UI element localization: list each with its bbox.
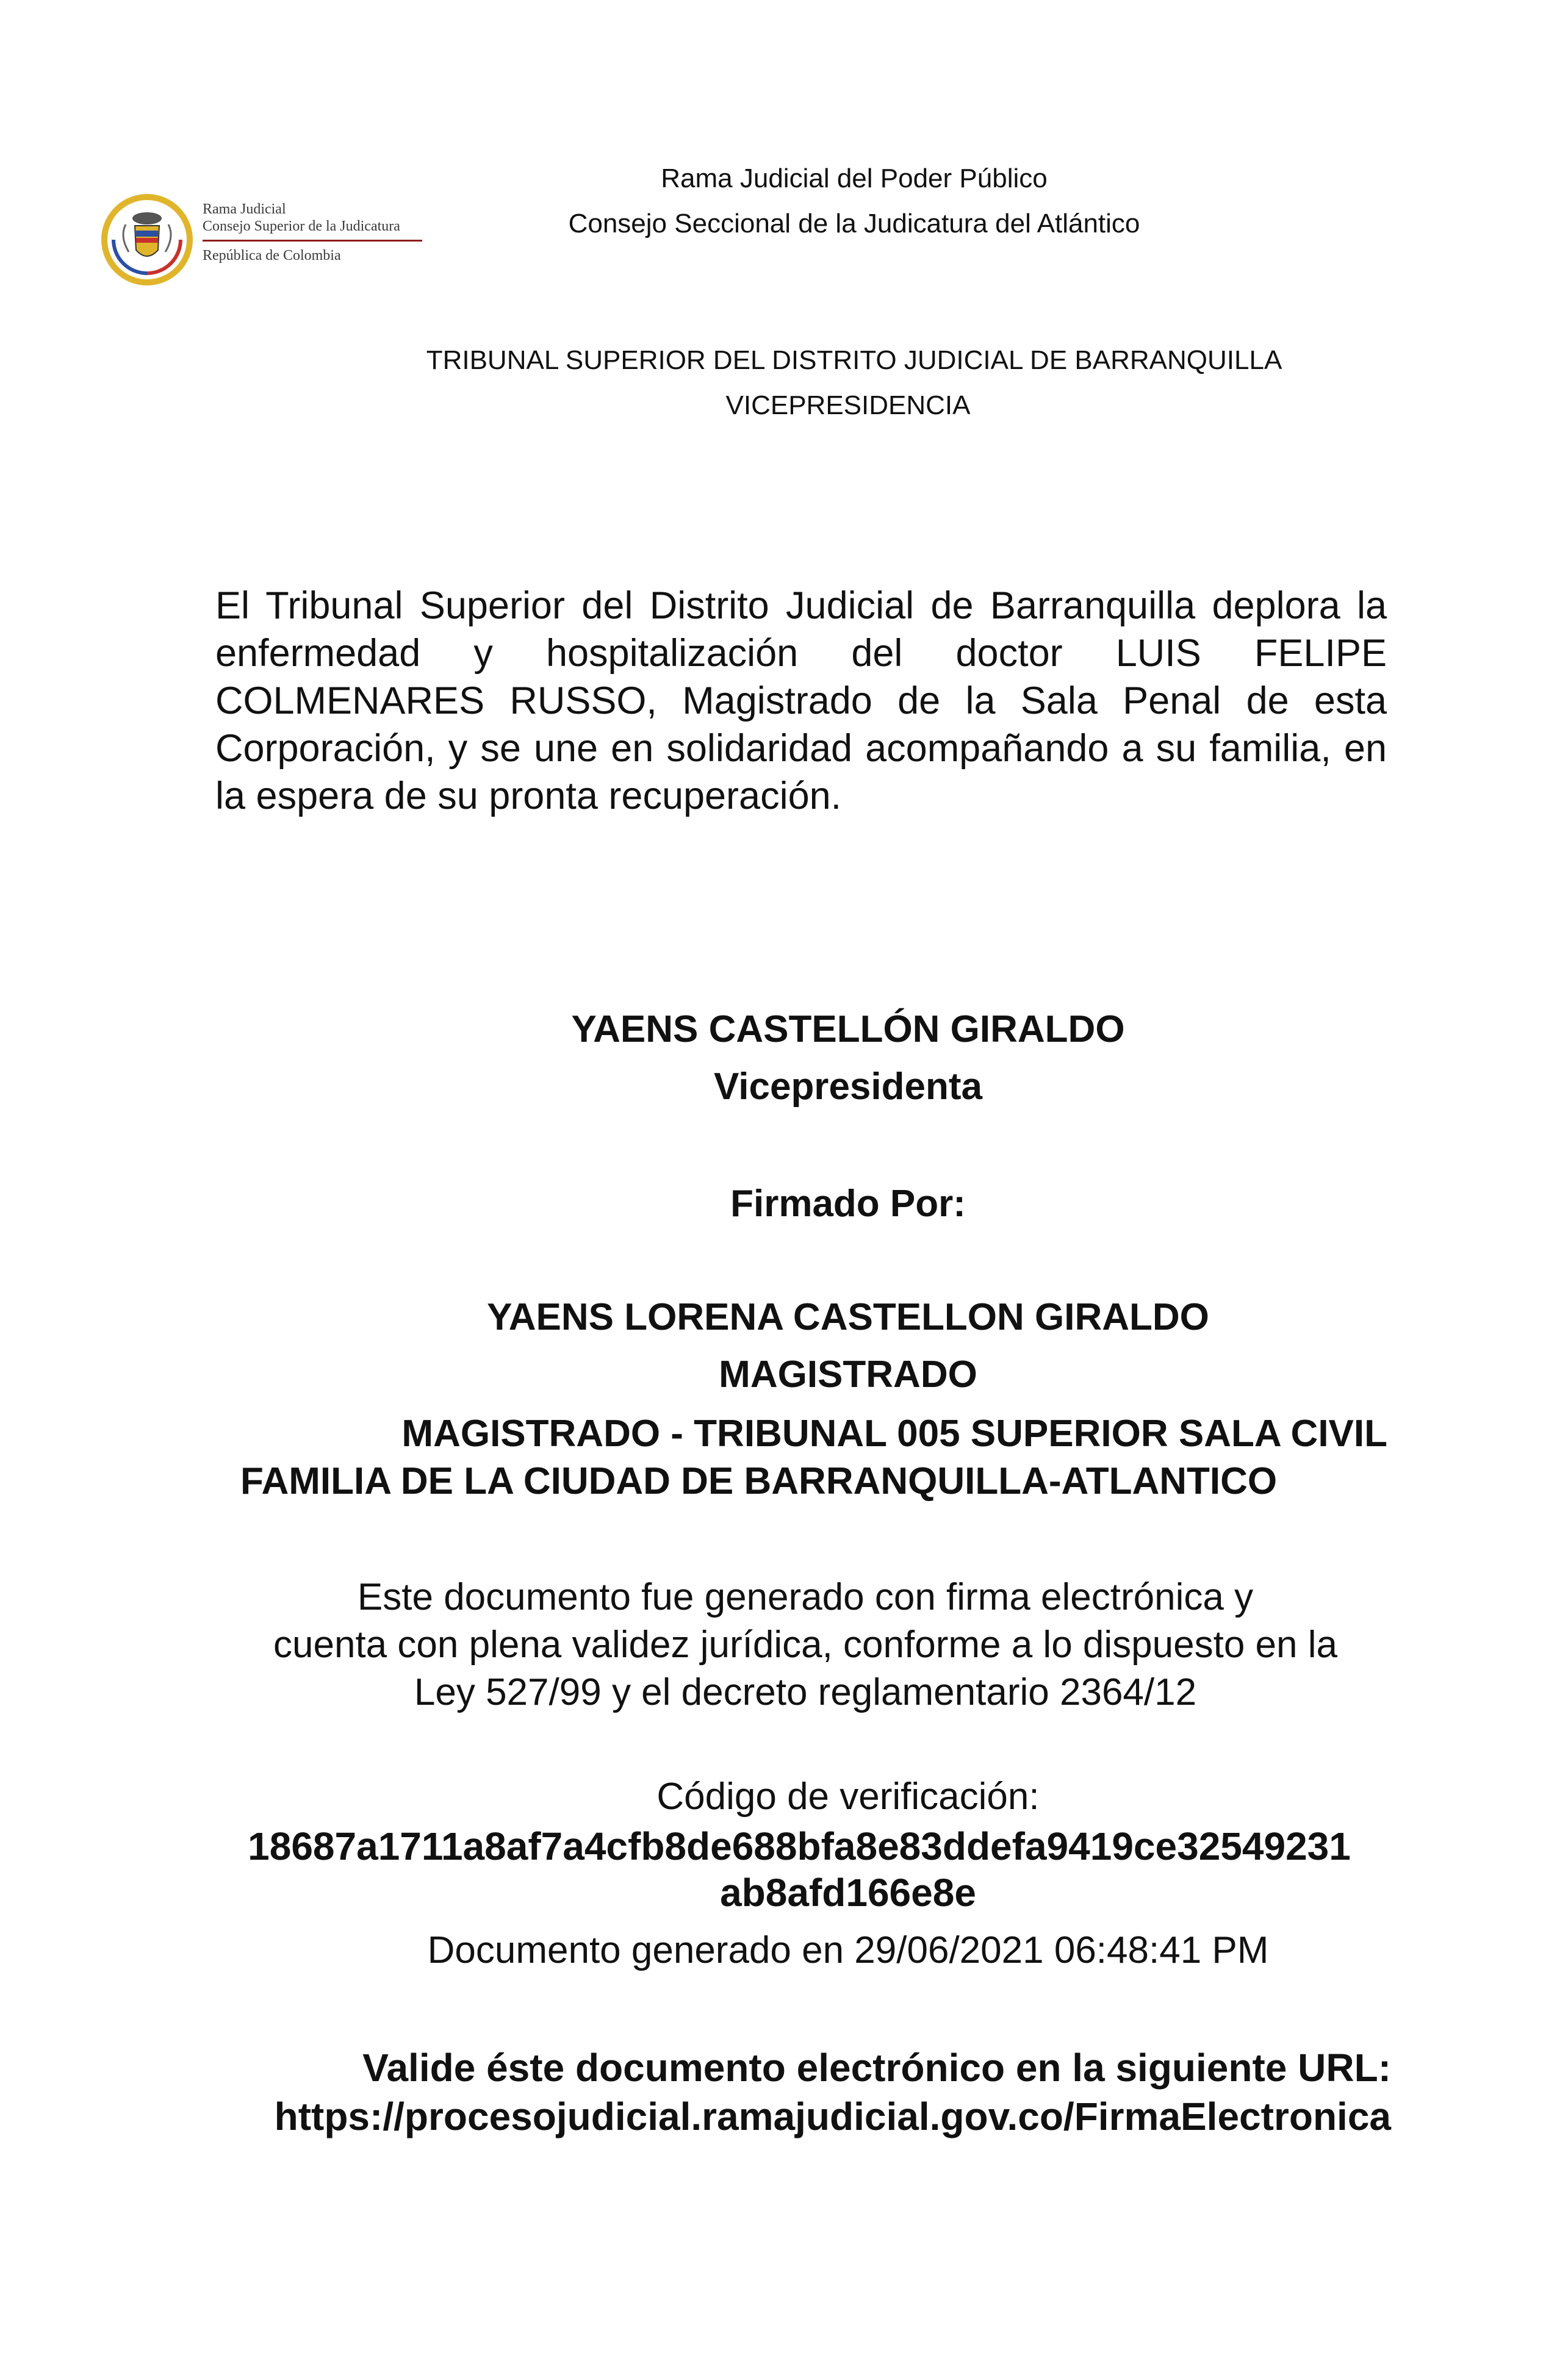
header-line-1: Rama Judicial del Poder Público (661, 163, 1048, 193)
verification-label: Código de verificación: (656, 1776, 1040, 1818)
signer-detail (232, 1410, 1391, 1505)
signer-detail-line-2: FAMILIA DE LA CIUDAD DE BARRANQUILLA-ATLANTICO (240, 1460, 1278, 1502)
verification-code-line-1: 18687a1711a8af7a4cfb8de688bfa8e83ddefa9419ce32549231 (248, 1824, 1351, 1868)
signer-name: YAENS LORENA CASTELLON GIRALDO (487, 1296, 1209, 1338)
logo-line-1: Rama Judicial (203, 201, 286, 217)
signature-name: YAENS CASTELLÓN GIRALDO (571, 1008, 1125, 1050)
logo-divider (203, 240, 422, 242)
legal-notice (220, 1574, 1391, 1716)
validate-url-link[interactable]: https://procesojudicial.ramajudicial.gov.co/FirmaElectronica (274, 2095, 1391, 2138)
header-office: VICEPRESIDENCIA (725, 390, 971, 420)
body-paragraph: El Tribunal Superior del Distrito Judicial de Barranquilla deplora la enfermedad y hospitalización del doctor LUIS FELIPE COLMENARES RUSSO, Magistrado de la Sala Penal de esta Corporación, y se une en solidaridad acompañando a su familia, en la espera de su pronta recuperación. (215, 584, 1387, 817)
validate-block (207, 2043, 1391, 2141)
header-line-2: Consejo Seccional de la Judicatura del Atlántico (568, 209, 1140, 238)
signer-role: MAGISTRADO (719, 1353, 977, 1396)
header-court-name: TRIBUNAL SUPERIOR DEL DISTRITO JUDICIAL DE BARRANQUILLA (426, 345, 1282, 375)
logo-line-3: República de Colombia (203, 248, 341, 263)
generated-timestamp: Documento generado en 29/06/2021 06:48:41 PM (427, 1929, 1269, 1971)
verification-code-line-2: ab8afd166e8e (720, 1871, 976, 1915)
legal-notice-line-2: cuenta con plena validez jurídica, conforme a lo dispuesto en la (273, 1624, 1337, 1666)
coat-of-arms-seal-icon (101, 194, 193, 285)
signature-title: Vicepresidenta (714, 1066, 982, 1108)
legal-notice-line-3: Ley 527/99 y el decreto reglamentario 2364/12 (414, 1671, 1197, 1713)
signer-detail-line-1: MAGISTRADO - TRIBUNAL 005 SUPERIOR SALA CIVIL (401, 1413, 1387, 1455)
legal-notice-line-1: Este documento fue generado con firma electrónica y (357, 1576, 1254, 1618)
rama-judicial-logo (98, 183, 427, 293)
validate-instruction: Valide éste documento electrónico en la siguiente URL: (362, 2046, 1391, 2090)
logo-line-2: Consejo Superior de la Judicatura (203, 218, 400, 234)
signed-by-label: Firmado Por: (730, 1183, 966, 1225)
